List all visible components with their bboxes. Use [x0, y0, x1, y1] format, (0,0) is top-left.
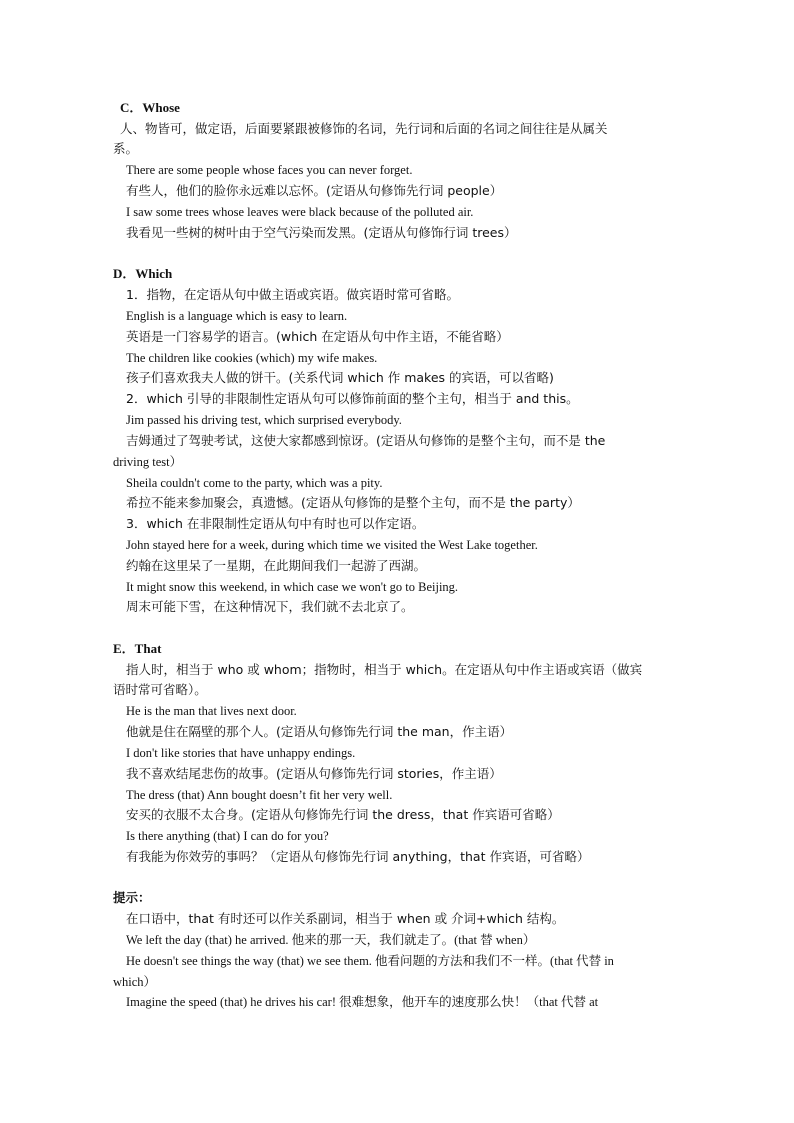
section-c-example1-en: There are some people whose faces you can never forget.	[126, 163, 413, 177]
section-d-example3-en: Jim passed his driving test, which surprised everybody.	[126, 413, 402, 427]
section-d-example6-en: It might snow this weekend, in which case we won't go to Beijing.	[126, 580, 459, 594]
section-e-example1-cn: 他就是住在隔壁的那个人。(定语从句修饰先行词 the man，作主语）	[126, 724, 513, 739]
section-e-example3-en: The dress (that) Ann bought doesn’t fit her very well.	[126, 788, 393, 802]
section-c-example1-cn: 有些人，他们的脸你永远难以忘怀。(定语从句修饰先行词 people）	[126, 183, 503, 198]
tip-example3: Imagine the speed (that) he drives his car! 很难想象，他开车的速度那么快！（that 代替 at	[126, 995, 599, 1009]
tip-example2-line2: which）	[113, 975, 157, 989]
section-d-example4-cn: 希拉不能来参加聚会，真遗憾。(定语从句修饰的是整个主句，而不是 the party）	[126, 495, 580, 510]
section-d-example6-cn: 周末可能下雪，在这种情况下，我们就不去北京了。	[126, 599, 414, 614]
tip-heading: 提示：	[113, 890, 151, 905]
section-d-point2: 2．which 引导的非限制性定语从句可以修饰前面的整个主句，相当于 and this。	[126, 391, 579, 406]
section-e-example4-en: Is there anything (that) I can do for you?	[126, 829, 329, 843]
section-c-example2-cn: 我看见一些树的树叶由于空气污染而发黑。(定语从句修饰行词 trees）	[126, 225, 517, 240]
section-d-example5-cn: 约翰在这里呆了一星期，在此期间我们一起游了西湖。	[126, 558, 427, 573]
section-e-example2-en: I don't like stories that have unhappy endings.	[126, 746, 356, 760]
section-d-example2-cn: 孩子们喜欢我夫人做的饼干。(关系代词 which 作 makes 的宾语，可以省略)	[126, 370, 554, 385]
tip-example1: We left the day (that) he arrived. 他来的那一天，我们就走了。(that 替 when）	[126, 933, 536, 947]
section-d-example4-en: Sheila couldn't come to the party, which was a pity.	[126, 476, 383, 490]
section-d-point3: 3．which 在非限制性定语从句中有时也可以作定语。	[126, 516, 425, 531]
section-e-example1-en: He is the man that lives next door.	[126, 704, 297, 718]
section-d-example5-en: John stayed here for a week, during which time we visited the West Lake together.	[126, 538, 538, 552]
section-c-heading: C．Whose	[120, 100, 180, 115]
section-d-example2-en: The children like cookies (which) my wife makes.	[126, 351, 378, 365]
section-c-desc-line1: 人、物皆可，做定语，后面要紧跟被修饰的名词，先行词和后面的名词之间往往是从属关	[120, 121, 608, 136]
tip-point1: 在口语中，that 有时还可以作关系副词，相当于 when 或 介词+which 结构。	[126, 911, 565, 926]
tip-example2-line1: He doesn't see things the way (that) we see them. 他看问题的方法和我们不一样。(that 代替 in	[126, 954, 614, 968]
section-e-example2-cn: 我不喜欢结尾悲伤的故事。(定语从句修饰先行词 stories，作主语）	[126, 766, 502, 781]
section-d-example1-cn: 英语是一门容易学的语言。(which 在定语从句中作主语，不能省略）	[126, 329, 509, 344]
section-e-desc-line2: 语时常可省略）。	[113, 682, 207, 697]
section-e-example4-cn: 有我能为你效劳的事吗？（定语从句修饰先行词 anything，that 作宾语，可省略）	[126, 849, 590, 864]
section-c-desc-line2: 系。	[113, 141, 139, 156]
section-d-example3-cn-line2: driving test）	[113, 455, 183, 469]
section-d-example3-cn-line1: 吉姆通过了驾驶考试，这使大家都感到惊讶。(定语从句修饰的是整个主句，而不是 the	[126, 433, 606, 448]
section-e-heading: E．That	[113, 641, 162, 656]
section-d-example1-en: English is a language which is easy to learn.	[126, 309, 348, 323]
section-d-heading: D．Which	[113, 266, 173, 281]
section-c-example2-en: I saw some trees whose leaves were black because of the polluted air.	[126, 205, 474, 219]
section-e-desc-line1: 指人时，相当于 who 或 whom；指物时，相当于 which。在定语从句中作主语或宾语（做宾	[126, 662, 643, 677]
section-d-point1: 1．指物，在定语从句中做主语或宾语。做宾语时常可省略。	[126, 287, 459, 302]
section-e-example3-cn: 安买的衣服不太合身。(定语从句修饰先行词 the dress，that 作宾语可省略）	[126, 807, 560, 822]
